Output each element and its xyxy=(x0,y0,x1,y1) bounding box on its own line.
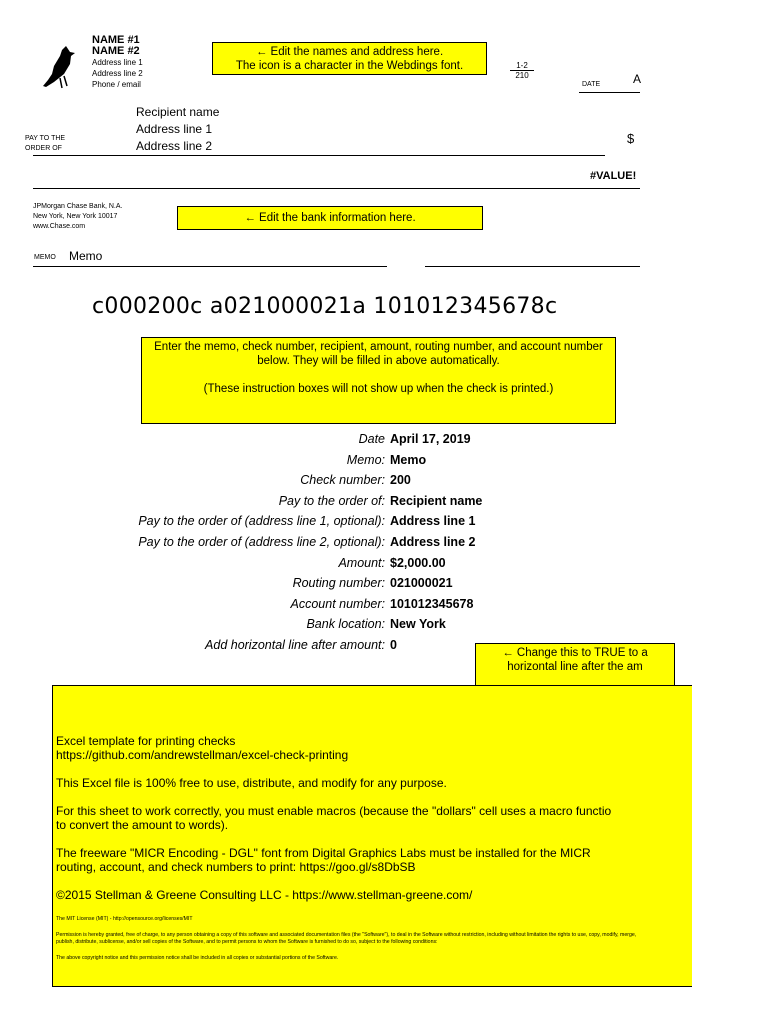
mit-body: Permission is hereby granted, free of charge, to any person obtaining a copy of this software and associated documentation files (the "Software"), to deal in the Software without restriction, including without limitation the rights to use, copy, modify, merge, publish, distribute, sublicense, and/or sell copies of the Software, and to permit persons to whom the Software is furnished to do so, subject to the following conditions: xyxy=(56,932,637,945)
amount-words: #VALUE! xyxy=(590,170,637,182)
field-row xyxy=(0,532,640,552)
field-value[interactable]: 0 xyxy=(390,638,397,652)
recipient-address-2: Address line 2 xyxy=(136,139,213,153)
amount-words-line xyxy=(33,188,640,189)
fraction-top: 1-2 xyxy=(510,61,534,71)
field-value[interactable]: Recipient name xyxy=(390,493,483,508)
field-value[interactable]: 200 xyxy=(390,473,411,488)
date-label: DATE xyxy=(582,81,601,88)
license-paragraph: The freeware "MICR Encoding - DGL" font from Digital Graphics Labs must be installed for the MICR routing, account, and check numbers to print: https://goo.gl/s8DbSB xyxy=(56,846,591,874)
sender-address-2: Address line 2 xyxy=(92,69,143,78)
license-paragraph: For this sheet to work correctly, you must enable macros (because the "dollars" cell uses a macro functio to convert the amount to words). xyxy=(56,804,612,832)
recipient-name: Recipient name xyxy=(136,105,220,119)
field-value[interactable]: $2,000.00 xyxy=(390,555,446,570)
names-instruction-box xyxy=(212,42,487,75)
recipient-address-1: Address line 1 xyxy=(136,122,213,136)
sender-phone: Phone / email xyxy=(92,80,141,89)
field-label: Pay to the order of (address line 1, optional): xyxy=(138,514,385,529)
license-paragraph: Excel template for printing checks https://github.com/andrewstellman/excel-check-printing xyxy=(56,734,349,762)
fraction-bottom: 210 xyxy=(515,71,529,80)
routing-fraction xyxy=(510,61,534,80)
field-row xyxy=(0,594,640,614)
hline-instruction-line-2: horizontal line after the am xyxy=(507,661,643,673)
bank-instruction-box: ← Edit the bank information here. xyxy=(177,206,483,230)
memo-value: Memo xyxy=(69,249,103,263)
field-row xyxy=(0,573,640,593)
hline-instruction-box xyxy=(475,643,675,690)
license-lines xyxy=(56,734,689,902)
field-label: Account number: xyxy=(290,596,385,611)
field-label: Pay to the order of (address line 2, optional): xyxy=(138,535,385,549)
bank-info xyxy=(33,202,123,232)
field-label: Amount: xyxy=(338,555,385,570)
micr-line: c000200c a021000021a 101012345678c xyxy=(92,294,558,319)
field-row xyxy=(0,429,640,449)
field-label: Bank location: xyxy=(306,617,385,632)
license-paragraph: ©2015 Stellman & Greene Consulting LLC - https://www.stellman-greene.com/ xyxy=(56,888,473,902)
hline-instruction-line-1: ← Change this to TRUE to a xyxy=(502,647,648,659)
field-value[interactable]: Address line 1 xyxy=(390,514,476,529)
names-instruction-line-1: ← Edit the names and address here. xyxy=(255,46,444,58)
sender-name-1: NAME #1 xyxy=(92,34,140,46)
license-paragraph: This Excel file is 100% free to use, distribute, and modify for any purpose. xyxy=(56,776,447,790)
field-label: Add horizontal line after amount: xyxy=(205,638,385,652)
dollar-sign: $ xyxy=(627,131,635,146)
license-box xyxy=(52,685,692,987)
memo-line xyxy=(33,266,387,267)
memo-label: MEMO xyxy=(34,254,56,261)
field-label: Routing number: xyxy=(292,576,385,591)
bank-address: New York, New York 10017 xyxy=(33,213,118,220)
signature-line xyxy=(425,266,640,267)
pay-to-label xyxy=(25,134,65,154)
field-label: Memo: xyxy=(346,452,385,467)
field-value[interactable]: New York xyxy=(390,617,446,632)
bank-website: www.Chase.com xyxy=(33,223,86,230)
payee-line xyxy=(33,155,605,156)
sender-name-2: NAME #2 xyxy=(92,45,140,57)
sender-address-1: Address line 1 xyxy=(92,58,143,67)
cardinal-bird-icon xyxy=(40,44,80,90)
mit-notice: The above copyright notice and this permission notice shall be included in all copies or substantial portions of the Software. xyxy=(56,955,339,961)
field-label: Pay to the order of: xyxy=(278,493,385,508)
bank-name: JPMorgan Chase Bank, N.A. xyxy=(33,203,123,210)
instructions-text: Enter the memo, check number, recipient, amount, routing number, and account number below. They will be filled in above automatically. xyxy=(154,341,603,367)
field-label: Check number: xyxy=(300,473,385,488)
field-row xyxy=(0,470,640,490)
instructions-print-note: (These instruction boxes will not show up when the check is printed.) xyxy=(203,383,554,395)
field-label: Date xyxy=(358,432,385,446)
field-row xyxy=(0,553,640,573)
mit-title: The MIT License (MIT) - http://opensource.org/licenses/MIT xyxy=(56,916,193,922)
field-value[interactable]: 021000021 xyxy=(390,576,453,591)
instructions-box xyxy=(141,337,616,424)
date-value: A xyxy=(633,72,642,86)
field-row xyxy=(0,450,640,470)
pay-to-label-line-1: PAY TO THE xyxy=(25,135,66,142)
field-value[interactable]: April 17, 2019 xyxy=(390,432,471,446)
field-value[interactable]: Memo xyxy=(390,452,427,467)
date-line xyxy=(579,92,640,93)
field-row xyxy=(0,614,640,634)
field-row xyxy=(0,491,640,511)
field-value[interactable]: Address line 2 xyxy=(390,535,476,549)
names-instruction-line-2: The icon is a character in the Webdings font. xyxy=(235,60,464,72)
field-row xyxy=(0,511,640,531)
field-value[interactable]: 101012345678 xyxy=(390,596,474,611)
recipient-block xyxy=(136,104,219,155)
pay-to-label-line-2: ORDER OF xyxy=(25,145,62,152)
sender-block xyxy=(92,35,143,90)
